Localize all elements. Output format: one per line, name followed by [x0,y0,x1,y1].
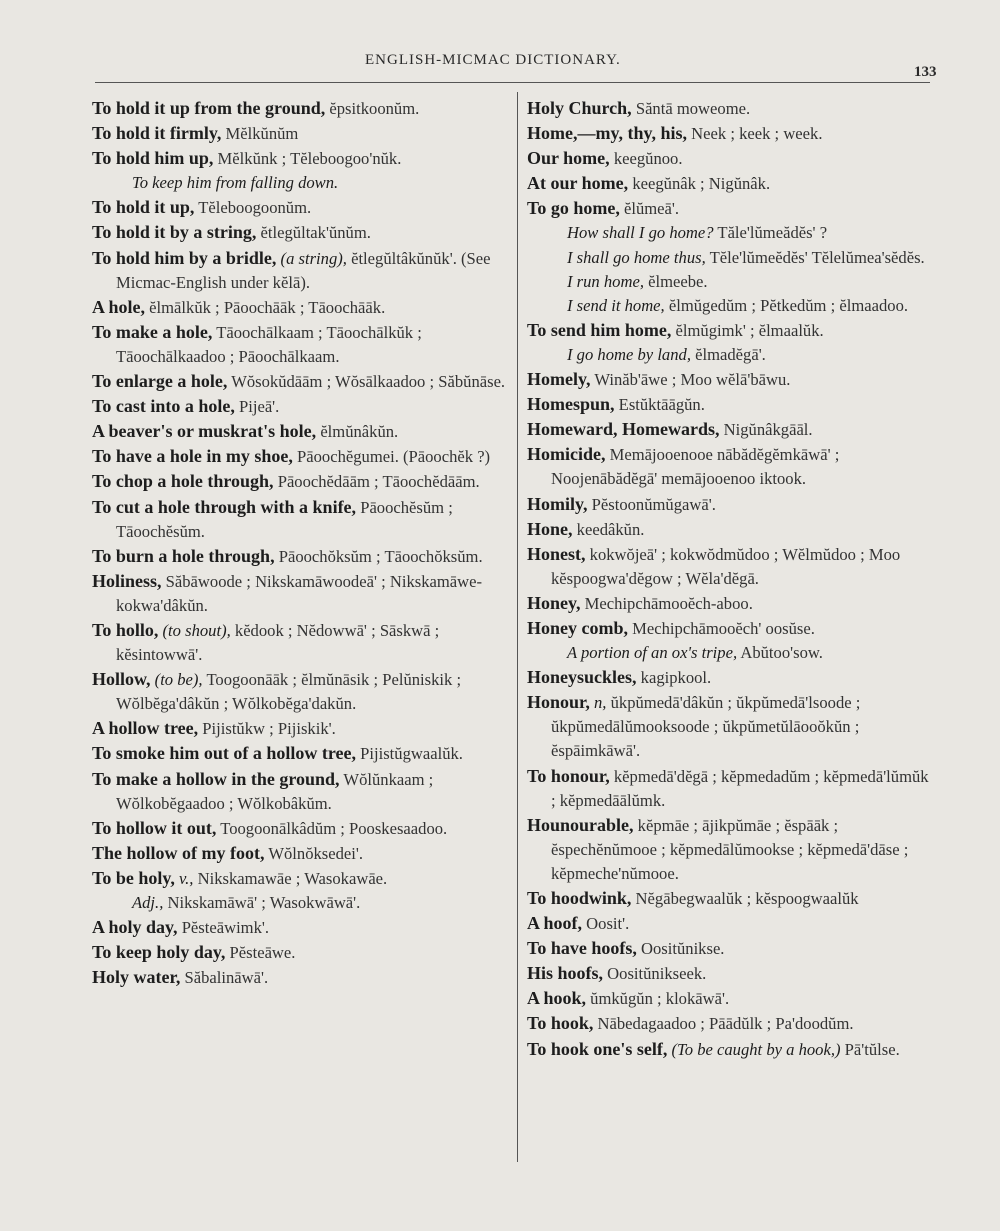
dictionary-entry [527,367,935,392]
entry-headword: Hounourable, [527,814,634,835]
entry-translation: Nĕgābegwaalŭk ; kĕspoogwaalŭk [631,889,859,908]
dictionary-entry [527,270,935,294]
entry-note: (To be caught by a hook,) [667,1039,841,1059]
entry-headword: Homespun, [527,394,615,415]
entry-headword: The hollow of my foot, [92,842,265,863]
entry-note: I go home by land, [567,344,691,364]
entry-translation: keedâkŭn. [572,519,645,539]
entry-translation: Tĕleboogoonŭm. [194,198,312,218]
entry-headword: To have hoofs, [527,938,637,959]
entry-headword: Hone, [527,518,573,539]
entry-translation: Pāoochĕgumei. (Pāoochĕk ?) [292,447,491,467]
entry-translation: ĕtlegŭltak'ŭnŭm. [256,223,371,243]
entry-translation: Oosit'. [582,914,630,934]
entry-note: v., [174,868,194,888]
dictionary-entry [92,940,510,965]
dictionary-entry [92,544,510,569]
dictionary-entry [527,591,935,616]
entry-translation: ĕlmŭgedŭm ; Pĕtkedŭm ; ĕlmaadoo. [664,295,909,315]
entry-headword: To hollo, [92,619,159,640]
dictionary-entry [92,171,510,195]
entry-translation: Tāoochālkaam ; Tāoochālkŭk ; Tāoochālkaadoo ; Pāoochālkaam. [116,322,422,366]
entry-translation: Memājooenooe nābădĕgĕmkāwā' ; Noojenābădĕgā' memājooenoo iktook. [551,445,840,489]
page-number: 133 [914,64,937,80]
entry-headword: Homily, [527,493,588,514]
entry-note: How shall I go home? [567,223,714,243]
dictionary-entry [527,936,935,961]
entry-headword: Hollow, [92,669,151,690]
entry-headword: A hollow tree, [92,718,199,739]
entry-headword: To make a hollow in the ground, [92,768,340,789]
entry-headword: To be holy, [92,867,175,888]
entry-translation: Toogoonālkâdŭm ; Pooskesaadoo. [216,818,448,838]
entry-headword: To keep holy day, [92,942,226,963]
entry-translation: Mechipchāmooĕch-aboo. [580,593,753,613]
dictionary-entry [92,767,510,816]
entry-translation: Nikskamāwā' ; Wasokwāwā'. [163,893,361,912]
entry-translation: Wŏlŭnkaam ; Wŏlkobĕgaadoo ; Wŏlkobâkŭm. [116,769,434,813]
entry-translation: Toogoonāāk ; ĕlmŭnāsik ; Pelŭniskik ; Wŏlbĕga'dâkŭn ; Wŏlkobĕga'dakŭn. [116,670,462,714]
entry-translation: Neek ; keek ; week. [687,124,823,144]
dictionary-entry [92,246,510,295]
entry-translation: Pā'tŭlse. [840,1039,900,1059]
dictionary-entry [527,542,935,591]
entry-headword: To smoke him out of a hollow tree, [92,743,357,764]
entry-headword: A hole, [92,296,146,317]
entry-translation: Wŏsokŭdāām ; Wŏsālkaadoo ; Săbŭnāse. [227,372,506,392]
entry-translation: Nikskamawāe ; Wasokawāe. [193,868,388,888]
entry-translation: Tăle'lŭmeădĕs' ? [713,223,828,243]
entry-translation: Pijeā'. [234,397,280,417]
dictionary-entry [92,195,510,220]
entry-headword: A beaver's or muskrat's hole, [92,421,317,442]
dictionary-entry [92,320,510,369]
entry-headword: To enlarge a hole, [92,371,228,392]
entry-translation: Săntā moweome. [631,99,751,118]
dictionary-entry [527,1011,935,1036]
dictionary-entry [527,813,935,886]
entry-note: (a string), [276,248,347,268]
entry-headword: Honey, [527,592,581,613]
dictionary-entry [527,616,935,641]
entry-translation: ĕlmālkŭk ; Pāoochāāk ; Tāoochāāk. [145,297,386,317]
dictionary-entry [92,121,510,146]
dictionary-entry [527,343,935,367]
dictionary-entry [527,318,935,343]
entry-translation: ĕlmŭgimk' ; ĕlmaalŭk. [671,320,824,340]
entry-translation: keegŭnâk ; Nigŭnâk. [628,174,771,194]
entry-note: Adj., [132,893,164,912]
entry-translation: Oositŭnikse. [636,939,725,959]
entry-translation: Mĕlkŭnk ; Tĕleboogoo'nŭk. [213,149,402,169]
dictionary-entry [527,641,935,665]
dictionary-entry [92,495,510,544]
entry-headword: To hold it firmly, [92,123,222,144]
entry-translation: Pijistŭkw ; Pijiskik'. [198,719,336,739]
entry-headword: A hoof, [527,913,583,934]
entry-translation: Pĕsteāwimk'. [177,918,270,938]
entry-note: A portion of an ox's tripe, [567,643,738,663]
entry-note: I run home, [567,271,644,291]
dictionary-entry [92,915,510,940]
dictionary-entry [527,121,935,146]
entry-translation: Săbalināwā'. [180,968,269,988]
entry-translation: Pijistŭgwaalŭk. [356,744,463,764]
entry-translation: kokwŏjeā' ; kokwŏdmŭdoo ; Wĕlmŭdoo ; Moo kĕspoogwa'dĕgow ; Wĕla'dĕgā. [551,544,901,588]
dictionary-entry [92,965,510,990]
dictionary-entry [92,667,510,716]
entry-headword: To hold him by a bridle, [92,247,277,268]
entry-headword: Honey comb, [527,617,628,638]
dictionary-entry [527,690,935,763]
entry-translation: Estŭktāāgŭn. [614,395,705,415]
dictionary-entry [527,171,935,196]
entry-translation: Pāoochĕdāām ; Tāoochĕdāām. [273,472,480,492]
dictionary-entry [92,816,510,841]
entry-note: (to shout), [158,620,231,640]
entry-headword: To hook, [527,1013,594,1034]
entry-headword: To send him home, [527,319,672,340]
entry-translation: ŭkpŭmedā'dâkŭn ; ŭkpŭmedā'lsoode ; ŭkpŭmedālŭmooksoode ; ŭkpŭmetŭlāooŏkŭn ; ĕspāimkāwā'. [551,693,861,761]
dictionary-entry [527,764,935,813]
entry-headword: Homeward, Homewards, [527,419,720,440]
dictionary-entry [527,517,935,542]
entry-headword: Homicide, [527,444,606,465]
entry-headword: Home,—my, thy, his, [527,123,688,144]
entry-translation: Pāoochĕsŭm ; Tāoochĕsŭm. [116,497,453,541]
dictionary-entry [527,392,935,417]
entry-headword: To burn a hole through, [92,545,275,566]
entry-headword: To go home, [527,198,620,219]
dictionary-entry [92,394,510,419]
dictionary-entry [92,891,510,915]
entry-headword: To chop a hole through, [92,471,274,492]
dictionary-entry [92,220,510,245]
entry-translation: Pāoochŏksŭm ; Tāoochŏksŭm. [274,546,483,566]
dictionary-entry [92,469,510,494]
dictionary-entry [92,866,510,891]
entry-headword: A holy day, [92,917,178,938]
entry-headword: To hold it up, [92,197,195,218]
dictionary-entry [92,569,510,618]
header-rule [95,82,930,83]
entry-headword: His hoofs, [527,963,604,984]
entry-headword: To have a hole in my shoe, [92,446,293,467]
entry-headword: Our home, [527,148,610,169]
entry-headword: To make a hole, [92,321,213,342]
entry-headword: To cast into a hole, [92,396,235,417]
dictionary-entry [527,986,935,1011]
right-column [527,96,935,1062]
entry-translation: Mechipchāmooĕch' oosŭse. [628,618,815,638]
entry-note: (to be), [150,670,203,690]
entry-headword: Holy Church, [527,98,632,118]
dictionary-entry [527,492,935,517]
dictionary-entry [527,911,935,936]
entry-note: I shall go home thus, [567,247,706,267]
entry-note: I send it home, [567,295,665,315]
entry-note: To keep him from falling down. [132,173,339,193]
dictionary-entry [527,246,935,270]
entry-translation: Nābedagaadoo ; Pāādŭlk ; Pa'doodŭm. [593,1014,854,1034]
dictionary-entry [92,295,510,320]
entry-translation: ĕlmeebe. [643,271,708,291]
entry-translation: ĕlmadĕgā'. [690,344,766,364]
entry-translation: Wŏlnŏksedei'. [264,843,364,863]
entry-headword: To hold it by a string, [92,222,257,243]
dictionary-entry [527,196,935,221]
entry-headword: Honour, [527,692,590,713]
entry-translation: ĕlŭmeā'. [619,199,680,219]
dictionary-entry [92,419,510,444]
entry-translation: Oositŭnikseek. [603,964,707,984]
entry-translation: ĕlmŭnâkŭn. [316,422,399,442]
entry-translation: Mĕlkŭnŭm [221,124,299,144]
dictionary-entry [527,96,935,121]
dictionary-entry [92,146,510,171]
entry-translation: Tĕle'lŭmeĕdĕs' Tĕlelŭmea'sĕdĕs. [705,247,925,267]
running-header: ENGLISH-MICMAC DICTIONARY. [365,52,621,68]
entry-translation: kĕdook ; Nĕdowwā' ; Sāskwā ; kĕsintowwā'. [116,620,440,665]
dictionary-entry [92,716,510,741]
dictionary-entry [527,417,935,442]
entry-headword: Honest, [527,543,586,564]
dictionary-entry [527,1037,935,1062]
dictionary-entry [527,294,935,318]
entry-headword: Holy water, [92,967,181,988]
dictionary-entry [527,961,935,986]
dictionary-entry [92,618,510,667]
entry-headword: Homely, [527,369,591,390]
entry-translation: keegŭnoo. [609,149,683,169]
dictionary-entry [92,841,510,866]
entry-translation: Nigŭnâkgāāl. [719,420,813,440]
entry-headword: At our home, [527,173,629,194]
entry-headword: Holiness, [92,570,162,591]
dictionary-entry [527,221,935,245]
column-divider [517,92,518,1162]
entry-headword: Honeysuckles, [527,667,637,688]
entry-headword: To cut a hole through with a knife, [92,496,357,517]
entry-translation: Săbāwoode ; Nikskamāwoodeā' ; Nikskamāwe-kokwa'dâkŭn. [116,571,483,615]
entry-translation: Pĕsteāwe. [225,943,296,963]
entry-headword: To hook one's self, [527,1038,668,1059]
entry-headword: To hold it up from the ground, [92,98,326,118]
dictionary-entry [92,444,510,469]
dictionary-entry [92,96,510,121]
entry-note: n, [589,693,607,713]
entry-translation: kagipkool. [636,668,712,688]
left-column [92,96,510,990]
entry-headword: To hold him up, [92,148,214,169]
dictionary-entry [92,741,510,766]
entry-headword: To hoodwink, [527,888,632,908]
entry-headword: A hook, [527,988,587,1009]
entry-translation: ŭmkŭgŭn ; klokāwā'. [586,989,730,1009]
dictionary-entry [527,442,935,491]
entry-headword: To honour, [527,765,610,786]
entry-translation: Abŭtoo'sow. [737,643,823,663]
dictionary-entry [527,665,935,690]
entry-translation: ĕtlegŭltâkŭnŭk'. (See Micmac-English under kĕlā). [116,248,491,292]
entry-translation: ĕpsitkoonŭm. [325,99,420,118]
entry-translation: Winăb'āwe ; Moo wĕlā'bāwu. [590,370,791,390]
dictionary-entry [527,146,935,171]
entry-translation: kĕpmāe ; ājikpŭmāe ; ĕspāāk ; ĕspechĕnŭmooe ; kĕpmedālŭmookse ; kĕpmedā'dāse ; kĕpmeche'nŭmooe. [551,815,909,883]
entry-headword: To hollow it out, [92,817,217,838]
entry-translation: Pĕstoonŭmŭgawā'. [587,494,716,514]
dictionary-entry [527,886,935,911]
entry-translation: kĕpmedā'dĕgā ; kĕpmedadŭm ; kĕpmedā'lŭmŭk ; kĕpmedāālŭmk. [551,766,929,810]
dictionary-entry [92,369,510,394]
